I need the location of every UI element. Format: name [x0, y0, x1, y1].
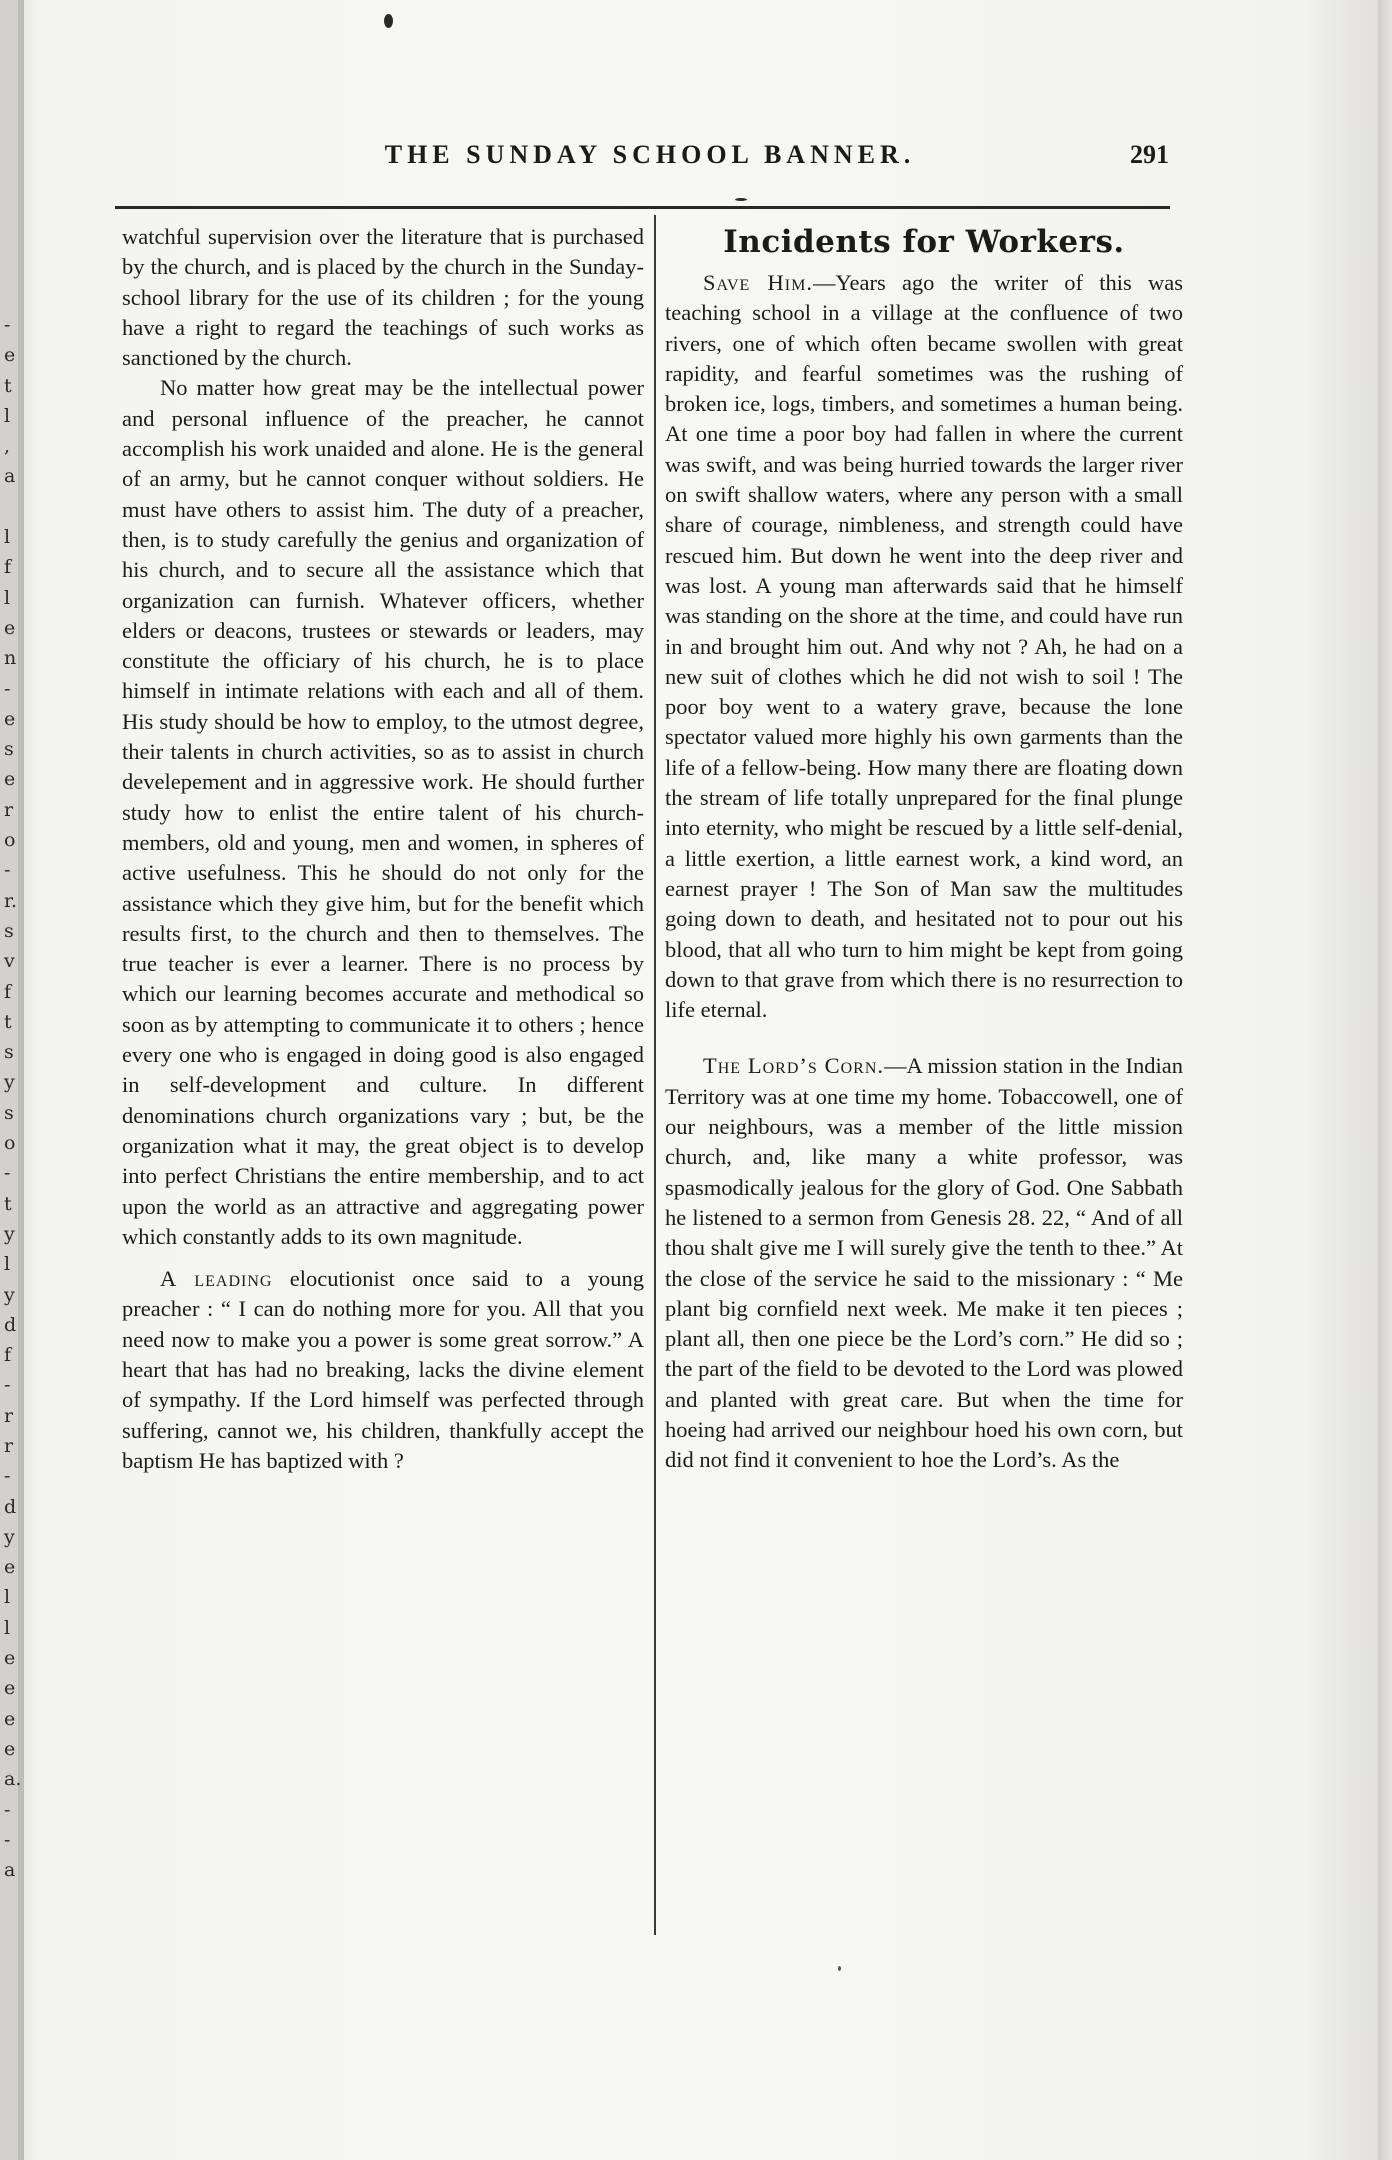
- ink-speck: [838, 1966, 841, 1971]
- paragraph-literature: watchful supervision over the literature that is purchased by the church, and is placed by the church in the Sunday-school library for the use of its children ; for the young have a right to regard the teachings of such works as sanctioned by the church.: [122, 224, 644, 371]
- paragraph-heading: Save Him.: [703, 270, 813, 295]
- column-divider: [654, 215, 656, 1935]
- margin-fragment: e: [4, 1647, 16, 1670]
- margin-fragment: e: [4, 1707, 16, 1730]
- margin-fragment: o: [4, 1132, 16, 1155]
- margin-fragment: -: [4, 677, 11, 700]
- lead-words: A leading: [160, 1266, 273, 1292]
- margin-fragment: d: [4, 1313, 17, 1336]
- margin-fragment: e: [4, 707, 16, 730]
- margin-fragment: t: [4, 1010, 12, 1033]
- margin-fragment: f: [4, 556, 12, 579]
- margin-fragment: e: [4, 1677, 16, 1700]
- paragraph-preacher: No matter how great may be the intellectual power and personal influence of the preacher, he cannot accomplish his work unaided and alone. He is the general of an army, but he cannot conquer without soldiers. He must have others to assist him. The duty of a preacher, then, is to study carefully the genius and organization of his church, and to secure all the assistance which that organization can furnish. Whatever officers, whether elders or deacons, trustees or stewards or leaders, may constitute the officiary of his church, he is to place himself in intimate relations with each and all of them. His study should be how to employ, to the utmost degree, their talents in church activities, so as to assist in church develepement and in aggressive work. He should further study how to enlist the entire talent of his church-members, old and young, men and women, in spheres of active usefulness. This he should do not only for the assistance which they give him, but for the benefit which results first, to the church and then to themselves. The true teacher is ever a learner. There is no process by which our learning becomes accurate and methodical so soon as by attempting to communicate it to others ; hence every one who is engaged in doing good is also engaged in self-development and culture. In different denominations church organizations vary ; but, be the organization what it may, the great object is to develop into perfect Christians the entire membership, and to act upon the world as an attractive and aggregating power which constantly adds to its own magnitude.: [122, 375, 644, 1249]
- margin-fragment: -: [4, 1828, 11, 1851]
- ink-speck: [735, 198, 747, 201]
- margin-fragment: t: [4, 374, 12, 397]
- margin-fragment: -: [4, 314, 11, 336]
- margin-fragment: v: [4, 950, 15, 973]
- margin-fragment: l: [4, 526, 11, 549]
- page-right-edge: [1378, 0, 1392, 2160]
- margin-fragment: s: [4, 919, 14, 942]
- margin-fragment: r: [4, 1434, 14, 1457]
- paragraph-save-him: [665, 268, 1183, 1025]
- margin-fragment: y: [4, 1525, 15, 1548]
- margin-fragment: l: [4, 586, 11, 609]
- margin-fragment: a.: [4, 1768, 22, 1791]
- ink-speck: [384, 14, 393, 28]
- margin-fragment: s: [4, 738, 14, 761]
- margin-fragment: s: [4, 1041, 14, 1064]
- margin-fragment: -: [4, 1798, 11, 1821]
- margin-fragment: e: [4, 616, 16, 639]
- margin-fragment: a: [4, 465, 16, 488]
- margin-fragment: r: [4, 798, 14, 821]
- margin-fragment: -: [4, 1374, 11, 1397]
- margin-fragment: y: [4, 1283, 15, 1306]
- left-column: [122, 222, 644, 1476]
- margin-fragment: -: [4, 1162, 11, 1185]
- margin-fragment: y: [4, 1222, 15, 1245]
- paragraph-elocutionist: [122, 1264, 644, 1476]
- paragraph-text: —Years ago the writer of this was teaching school in a village at the confluence of two rivers, one of which often became swollen with great rapidity, and fearful sometimes was the rushing of broken ice, logs, timbers, and sometimes a human being. At one time a poor boy had fallen in where the current was swift, and was being hurried towards the larger river on swift shallow waters, where any person with a small share of courage, nimbleness, and strength could have rescued him. But down he went into the deep river and was lost. A young man afterwards said that he himself was standing on the shore at the time, and could have run in and brought him out. And why not ? Ah, he had on a new suit of clothes which he did not wish to soil ! The poor boy went to a watery grave, because the lone spectator valued more highly his own garments than the life of a fellow-being. How many there are floating down the stream of life totally unprepared for the final plunge into eternity, who might be rescued by a little self-denial, a little exertion, a little earnest work, a kind word, an earnest prayer ! The Son of Man saw the multitudes going down to death, and hesitated not to pour out his blood, that all who turn to him might be kept from going down to that grave from which there is no resurrection to life eternal.: [665, 270, 1183, 1023]
- margin-fragment: -: [4, 1465, 11, 1488]
- margin-fragment: r: [4, 1404, 14, 1427]
- margin-fragment: -: [4, 859, 11, 882]
- margin-fragment: l: [4, 404, 11, 427]
- margin-fragment: e: [4, 344, 16, 367]
- margin-fragment: r.: [4, 889, 18, 912]
- facing-page-text-fragments: [0, 310, 24, 1930]
- margin-fragment: o: [4, 829, 16, 852]
- margin-fragment: e: [4, 1556, 16, 1579]
- margin-fragment: d: [4, 1495, 17, 1518]
- margin-fragment: l: [4, 1586, 11, 1609]
- page-number: 291: [1130, 140, 1169, 169]
- paragraph-text: —A mission station in the Indian Territory was at one time my home. Tobaccowell, one of our neighbours, was a member of the little mission church, and, like many a white professor, was spasmodically jealous for the glory of God. One Sabbath he listened to a sermon from Genesis 28. 22, “ And of all thou shalt give me I will surely give the tenth to thee.” At the close of the service he said to the missionary : “ Me plant big cornfield next week. Me make it ten pieces ; plant all, then one piece be the Lord’s corn.” He did so ; the part of the field to be devoted to the Lord was plowed and planted with great care. But when the time for hoeing had arrived our neighbour hoed his own corn, but did not find it convenient to hoe the Lord’s. As the: [665, 1053, 1184, 1473]
- paragraph-text: elocutionist once said to a young preacher : “ I can do nothing more for you. All that you need now to make you a power is some great sorrow.” A heart that has had no breaking, lacks the divine element of sympathy. If the Lord himself was perfected through suffering, cannot we, his children, thankfully accept the baptism He has baptized with ?: [122, 1266, 644, 1473]
- margin-fragment: n: [4, 647, 17, 670]
- margin-fragment: f: [4, 980, 12, 1003]
- margin-fragment: l: [4, 1616, 11, 1639]
- running-head: THE SUNDAY SCHOOL BANNER.: [384, 140, 916, 169]
- margin-fragment: l: [4, 1253, 11, 1276]
- margin-fragment: a: [4, 1859, 16, 1882]
- margin-fragment: e: [4, 768, 16, 791]
- margin-fragment: y: [4, 1071, 15, 1094]
- header-rule: [115, 206, 1170, 209]
- margin-fragment: f: [4, 1344, 12, 1367]
- margin-fragment: [0, 492, 24, 522]
- paragraph-lords-corn: [665, 1051, 1183, 1475]
- margin-fragment: t: [4, 1192, 12, 1215]
- section-title: Incidents for Workers.: [723, 224, 1125, 260]
- right-column: [665, 222, 1183, 1476]
- paragraph-heading: The Lord’s Corn.: [703, 1053, 885, 1079]
- margin-fragment: s: [4, 1101, 14, 1124]
- margin-fragment: ,: [4, 435, 11, 458]
- margin-fragment: e: [4, 1737, 16, 1760]
